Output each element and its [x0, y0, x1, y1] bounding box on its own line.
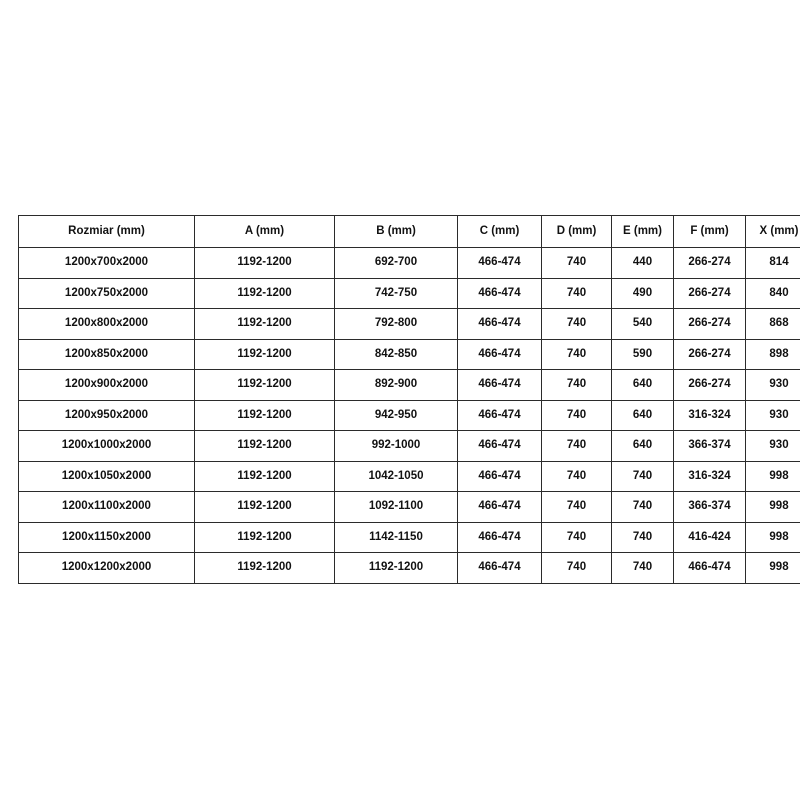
cell-a: 1192-1200	[195, 492, 335, 523]
table-header	[19, 216, 800, 248]
cell-x: 930	[746, 400, 800, 431]
cell-b: 692-700	[335, 248, 458, 279]
cell-x: 868	[746, 309, 800, 340]
cell-f: 316-324	[674, 461, 746, 492]
cell-a: 1192-1200	[195, 278, 335, 309]
cell-e: 740	[612, 461, 674, 492]
cell-d: 740	[542, 492, 612, 523]
cell-c: 466-474	[458, 339, 542, 370]
cell-x: 840	[746, 278, 800, 309]
table-row	[19, 278, 800, 309]
cell-x: 998	[746, 492, 800, 523]
table-row	[19, 309, 800, 340]
cell-f: 366-374	[674, 492, 746, 523]
cell-b: 1192-1200	[335, 553, 458, 584]
cell-x: 998	[746, 553, 800, 584]
cell-a: 1192-1200	[195, 400, 335, 431]
cell-a: 1192-1200	[195, 431, 335, 462]
cell-b: 942-950	[335, 400, 458, 431]
cell-d: 740	[542, 339, 612, 370]
cell-f: 416-424	[674, 522, 746, 553]
cell-size: 1200x1150x2000	[19, 522, 195, 553]
cell-e: 640	[612, 400, 674, 431]
cell-b: 742-750	[335, 278, 458, 309]
cell-c: 466-474	[458, 553, 542, 584]
cell-size: 1200x950x2000	[19, 400, 195, 431]
cell-size: 1200x800x2000	[19, 309, 195, 340]
cell-c: 466-474	[458, 400, 542, 431]
cell-d: 740	[542, 522, 612, 553]
table-row	[19, 400, 800, 431]
cell-c: 466-474	[458, 431, 542, 462]
table-header-row	[19, 216, 800, 248]
cell-x: 998	[746, 522, 800, 553]
cell-e: 740	[612, 492, 674, 523]
dimension-table	[18, 215, 800, 584]
cell-d: 740	[542, 431, 612, 462]
cell-x: 814	[746, 248, 800, 279]
cell-f: 466-474	[674, 553, 746, 584]
cell-d: 740	[542, 278, 612, 309]
cell-d: 740	[542, 553, 612, 584]
cell-f: 266-274	[674, 370, 746, 401]
cell-f: 266-274	[674, 309, 746, 340]
cell-d: 740	[542, 370, 612, 401]
cell-c: 466-474	[458, 461, 542, 492]
cell-b: 992-1000	[335, 431, 458, 462]
cell-d: 740	[542, 461, 612, 492]
cell-x: 930	[746, 431, 800, 462]
column-header-f: F (mm)	[674, 216, 746, 248]
cell-b: 842-850	[335, 339, 458, 370]
column-header-e: E (mm)	[612, 216, 674, 248]
cell-f: 266-274	[674, 278, 746, 309]
cell-c: 466-474	[458, 278, 542, 309]
column-header-c: C (mm)	[458, 216, 542, 248]
cell-a: 1192-1200	[195, 248, 335, 279]
cell-f: 316-324	[674, 400, 746, 431]
cell-size: 1200x1050x2000	[19, 461, 195, 492]
cell-a: 1192-1200	[195, 461, 335, 492]
cell-c: 466-474	[458, 522, 542, 553]
cell-e: 540	[612, 309, 674, 340]
cell-d: 740	[542, 400, 612, 431]
cell-f: 266-274	[674, 248, 746, 279]
cell-b: 892-900	[335, 370, 458, 401]
cell-c: 466-474	[458, 309, 542, 340]
cell-e: 590	[612, 339, 674, 370]
cell-size: 1200x1200x2000	[19, 553, 195, 584]
cell-size: 1200x1100x2000	[19, 492, 195, 523]
cell-f: 366-374	[674, 431, 746, 462]
cell-a: 1192-1200	[195, 553, 335, 584]
table-row	[19, 461, 800, 492]
cell-e: 740	[612, 522, 674, 553]
cell-c: 466-474	[458, 492, 542, 523]
cell-size: 1200x700x2000	[19, 248, 195, 279]
cell-b: 792-800	[335, 309, 458, 340]
column-header-d: D (mm)	[542, 216, 612, 248]
cell-b: 1092-1100	[335, 492, 458, 523]
cell-a: 1192-1200	[195, 522, 335, 553]
table-row	[19, 248, 800, 279]
column-header-b: B (mm)	[335, 216, 458, 248]
cell-f: 266-274	[674, 339, 746, 370]
column-header-x: X (mm)	[746, 216, 800, 248]
cell-x: 930	[746, 370, 800, 401]
cell-e: 640	[612, 431, 674, 462]
table-row	[19, 492, 800, 523]
cell-c: 466-474	[458, 370, 542, 401]
cell-size: 1200x850x2000	[19, 339, 195, 370]
cell-e: 490	[612, 278, 674, 309]
table-row	[19, 370, 800, 401]
table-row	[19, 522, 800, 553]
cell-x: 898	[746, 339, 800, 370]
cell-c: 466-474	[458, 248, 542, 279]
table-row	[19, 431, 800, 462]
cell-b: 1042-1050	[335, 461, 458, 492]
table-container	[18, 215, 799, 584]
table-row	[19, 339, 800, 370]
cell-a: 1192-1200	[195, 339, 335, 370]
table-row	[19, 553, 800, 584]
cell-d: 740	[542, 309, 612, 340]
cell-a: 1192-1200	[195, 370, 335, 401]
cell-e: 740	[612, 553, 674, 584]
column-header-a: A (mm)	[195, 216, 335, 248]
cell-e: 640	[612, 370, 674, 401]
column-header-size: Rozmiar (mm)	[19, 216, 195, 248]
cell-size: 1200x1000x2000	[19, 431, 195, 462]
cell-e: 440	[612, 248, 674, 279]
cell-d: 740	[542, 248, 612, 279]
cell-size: 1200x750x2000	[19, 278, 195, 309]
cell-a: 1192-1200	[195, 309, 335, 340]
cell-b: 1142-1150	[335, 522, 458, 553]
cell-size: 1200x900x2000	[19, 370, 195, 401]
table-body	[19, 248, 800, 584]
cell-x: 998	[746, 461, 800, 492]
